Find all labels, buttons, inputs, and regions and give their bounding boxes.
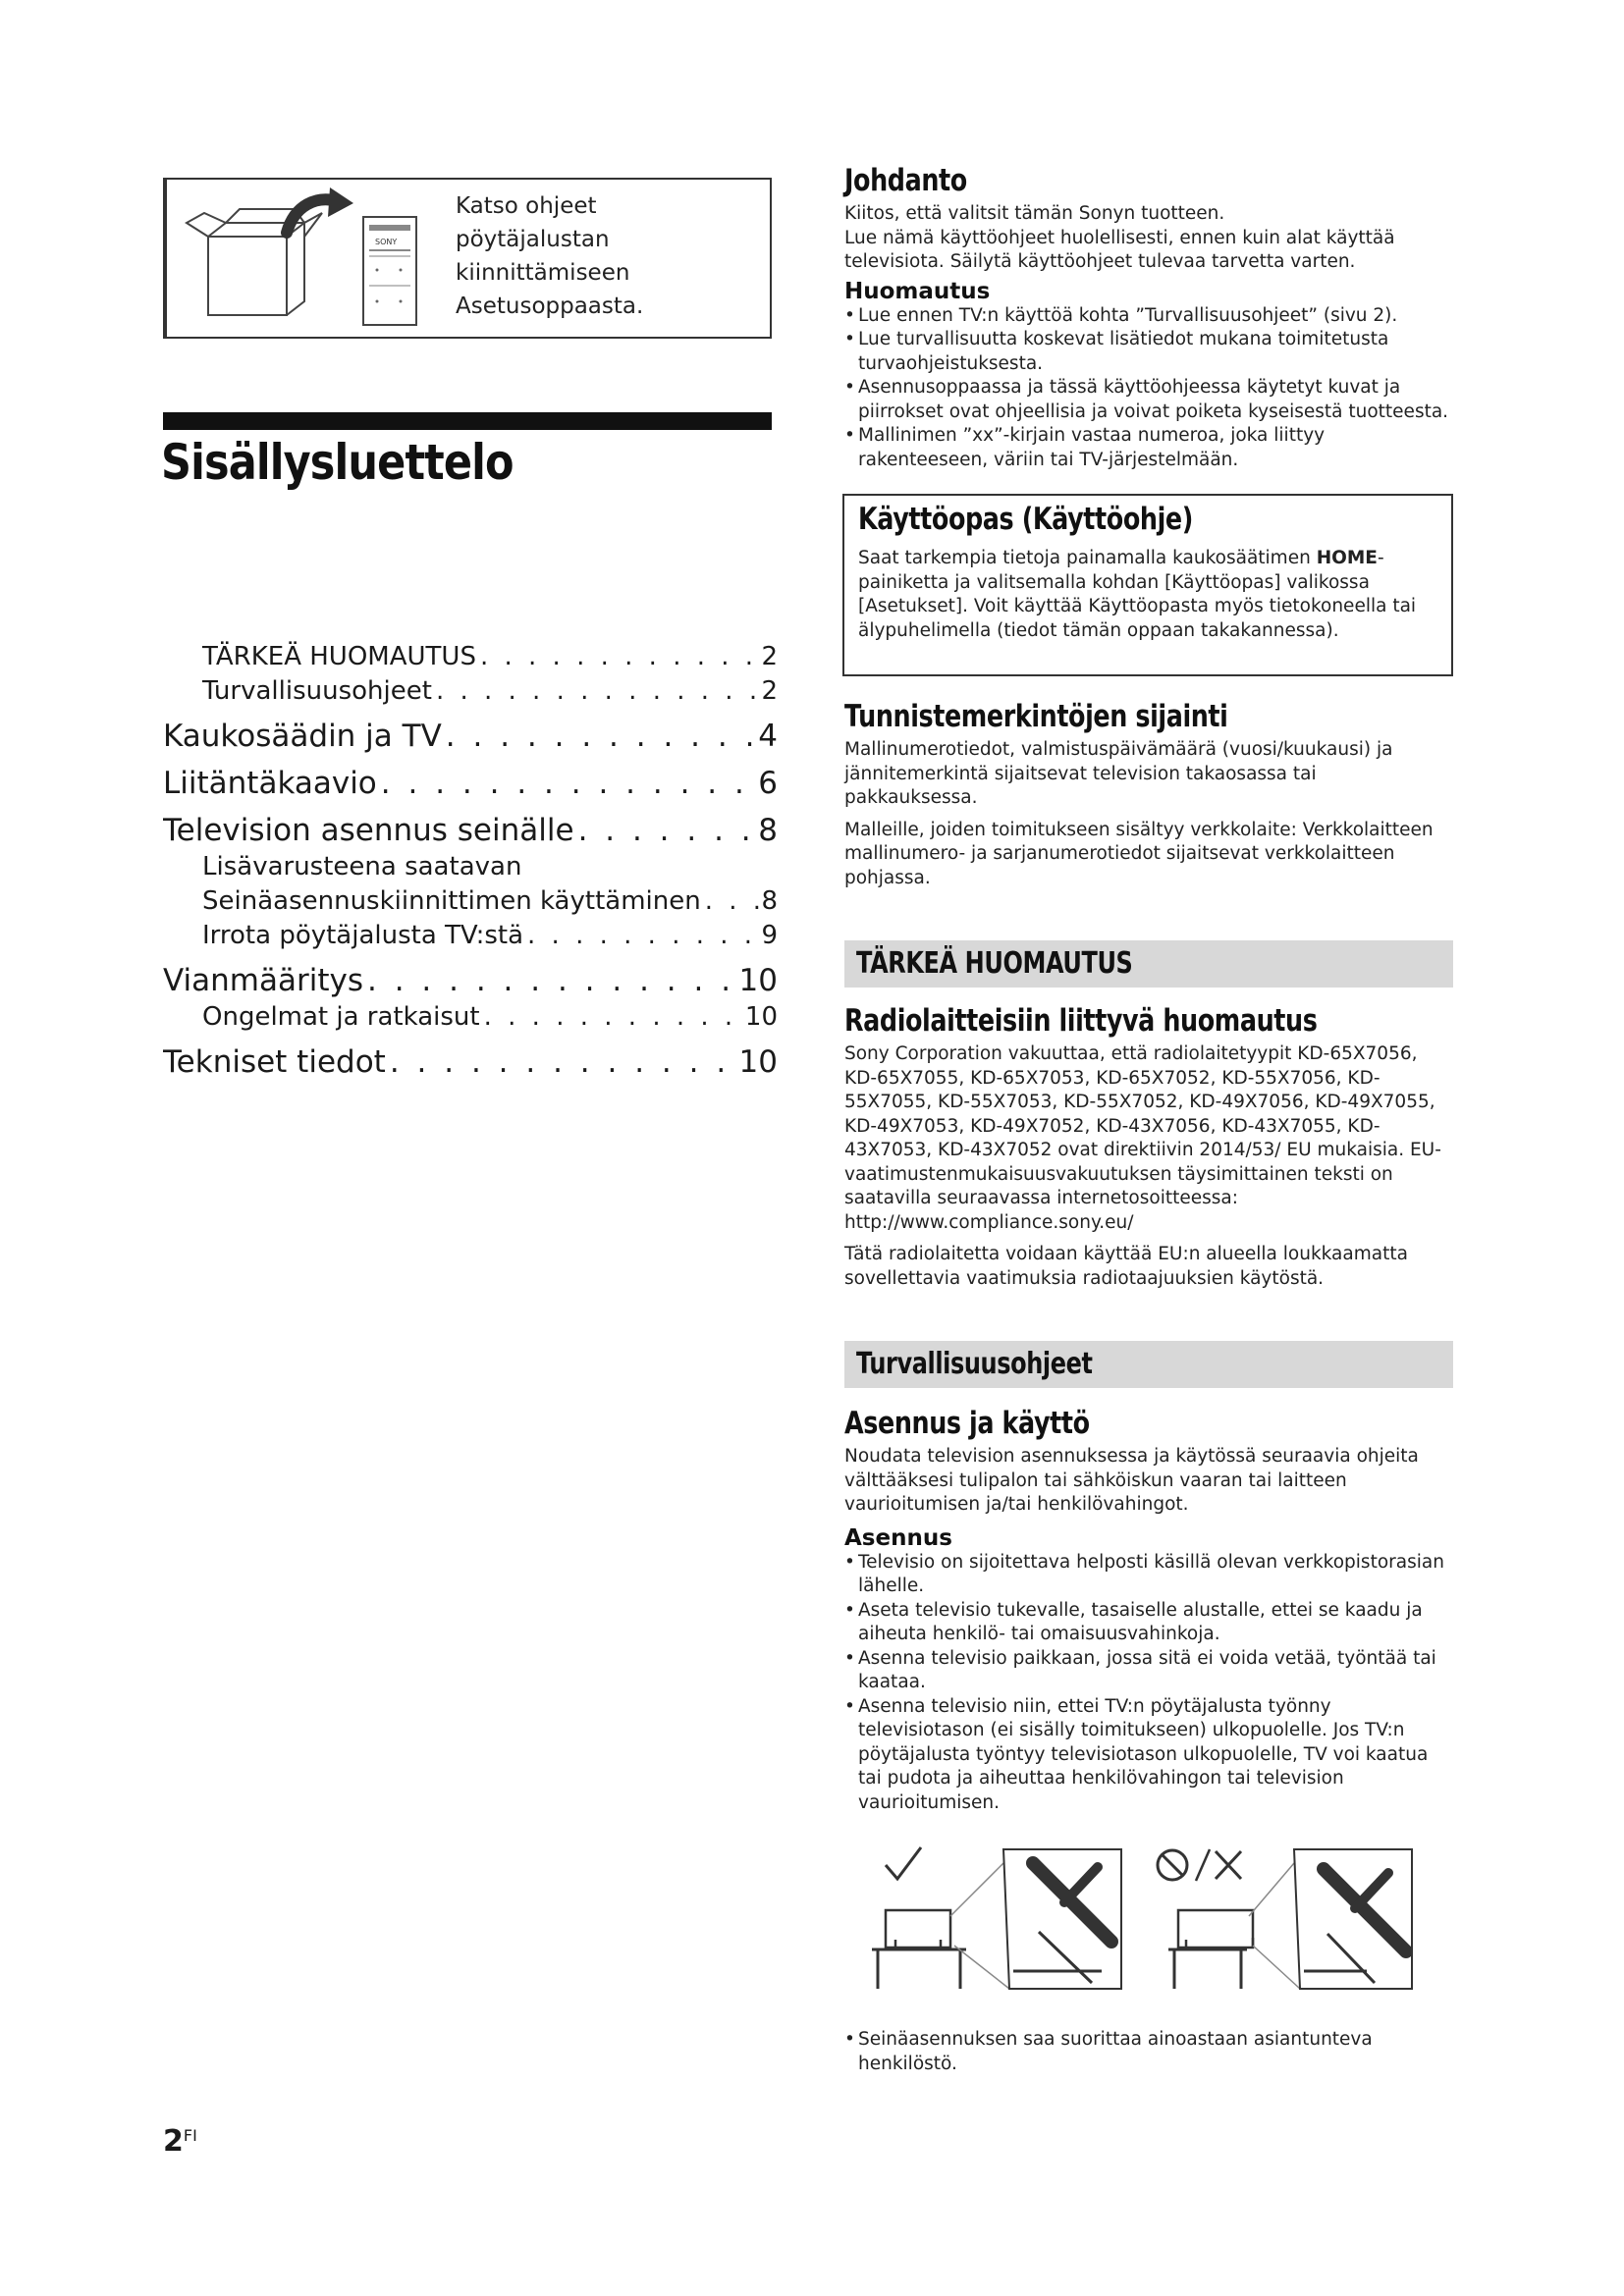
toc-entry-page: 2 [761, 676, 778, 706]
safety-banner [844, 1339, 1453, 1388]
safety-intro-text: Noudata television asennuksessa ja käytössä seuraavia ohjeita välttääksesi tulipalon tai sähköiskun vaaran tai laitteen vaurioitumisen ja/tai henkilövahingot. [844, 1446, 1419, 1515]
page-number [163, 2124, 197, 2159]
toc-entry-page: 9 [761, 921, 778, 950]
toc-entry-label: Liitäntäkaavio [163, 766, 377, 801]
help-guide-box [842, 494, 1453, 676]
help-guide-text-part: Saat tarkempia tietoja painamalla kaukosäätimen [858, 548, 1317, 568]
installation-list [844, 1551, 1453, 1816]
toc-entry-label: Irrota pöytäjalusta TV:stä [202, 921, 524, 950]
toc-leader [523, 919, 759, 953]
toc-entry-label: Television asennus seinälle [163, 813, 574, 848]
toc-entry-remove-stand[interactable] [163, 919, 778, 953]
toc-entry-page: 6 [758, 766, 778, 801]
toc-entry-label: Vianmääritys [163, 963, 363, 998]
toc-entry-page: 2 [761, 642, 778, 671]
wall-mount-item: • Seinäasennuksen saa suorittaa ainoastaan asiantunteva henkilöstö. [844, 2028, 1453, 2076]
toc-entry-using-bracket[interactable] [163, 884, 778, 919]
wall-mount-note [844, 2028, 1453, 2076]
help-guide-text [858, 547, 1437, 643]
toc-leader [377, 764, 756, 803]
table-of-contents [163, 640, 778, 1082]
toc-entry-troubleshooting[interactable] [163, 961, 778, 1000]
toc-entry-connection-diagram[interactable] [163, 764, 778, 803]
toc-entry-problems-solutions[interactable] [163, 1000, 778, 1035]
toc-entry-important-notice[interactable] [163, 640, 778, 674]
toc-title: Sisällysluettelo [161, 434, 514, 491]
important-notice-banner-text: TÄRKEÄ HUOMAUTUS [856, 946, 1133, 981]
toc-leader [432, 674, 760, 709]
installation-subtitle: Asennus [844, 1524, 952, 1551]
tv-box-illustration-icon [179, 187, 444, 333]
safety-section [844, 1406, 1453, 1815]
note-item: • Asennusoppaassa ja tässä käyttöohjeessa käytetyt kuvat ja piirrokset ovat ohjeellisia ja voivat poiketa kyseisestä tuotteesta. [844, 376, 1453, 424]
installation-item: • Asenna televisio niin, ettei TV:n pöytäjalusta työnny televisiotason (ei sisälly toimitukseen) ulkopuolelle. Jos TV:n pöytäjalusta työntyy televisiotason ulkopuolelle, TV voi kaatua tai pudota ja aiheuttaa henkilövahingon tai television vaurioitumisen. [844, 1695, 1453, 1816]
installation-item: • Televisio on sijoitettava helposti käsillä olevan verkkopistorasian lähelle. [844, 1551, 1453, 1599]
safety-title: Asennus ja käyttö [844, 1406, 1090, 1441]
toc-leader [442, 717, 756, 756]
radio-notice-title: Radiolaitteisiin liittyvä huomautus [844, 1003, 1318, 1039]
setup-note-line: pöytäjalustan [456, 227, 610, 252]
intro-line-2: Lue nämä käyttöohjeet huolellisesti, ennen kuin alat käyttää televisiota. Säilytä käyttöohjeet tulevaa tarvetta varten. [844, 227, 1395, 272]
toc-entry-label: Tekniset tiedot [163, 1044, 386, 1080]
toc-entry-page: 10 [738, 963, 778, 998]
setup-note-line: kiinnittämiseen [456, 260, 630, 286]
toc-leader [363, 961, 737, 1000]
toc-leader [480, 1000, 743, 1035]
toc-entry-label: Turvallisuusohjeet [202, 676, 432, 706]
toc-entry-page: 4 [758, 719, 778, 754]
toc-entry-optional-bracket-line1[interactable] [163, 850, 778, 884]
note-item: • Mallinimen ”xx”-kirjain vastaa numeroa, joka liittyy rakenteeseen, väriin tai TV-järjestelmään. [844, 424, 1453, 472]
home-key-label: HOME [1316, 548, 1378, 568]
setup-note-line: Katso ohjeet [456, 193, 597, 219]
toc-entry-specifications[interactable] [163, 1042, 778, 1082]
label-location-title: Tunnistemerkintöjen sijainti [844, 699, 1228, 734]
installation-item: • Asenna televisio paikkaan, jossa sitä ei voida vetää, työntää tai kaataa. [844, 1647, 1453, 1695]
label-location-text-1: Mallinumerotiedot, valmistuspäivämäärä (vuosi/kuukausi) ja jännitemerkintä sijaitsevat television takaosassa tai pakkauksessa. [844, 739, 1393, 808]
page-language-code: FI [183, 2126, 197, 2145]
label-location-text-2: Malleille, joiden toimitukseen sisältyy verkkolaite: Verkkolaitteen mallinumero- ja sarjanumerotiedot sijaitsevat verkkolaitteen pohjassa. [844, 819, 1434, 888]
page-number-value: 2 [163, 2124, 184, 2159]
toc-entry-label: Kaukosäädin ja TV [163, 719, 442, 754]
toc-entry-remote-and-tv[interactable] [163, 717, 778, 756]
toc-entry-page: 8 [758, 813, 778, 848]
setup-guide-note [163, 178, 772, 339]
note-item: • Lue ennen TV:n käyttöä kohta ”Turvallisuusohjeet” (sivu 2). [844, 304, 1453, 329]
help-guide-text-part: -painiketta ja valitsemalla kohdan [Käyttöopas] valikossa [Asetukset]. Voit käyttää Käyttöopasta myös tietokoneella tai älypuhelimella (tiedot tämän oppaan takakannessa). [858, 548, 1417, 641]
toc-entry-label: Lisävarusteena saatavan [202, 852, 522, 881]
important-notice-banner [844, 938, 1453, 988]
label-location-section [844, 699, 1453, 890]
toc-entry-label: Ongelmat ja ratkaisut [202, 1002, 480, 1032]
sony-logo: SONY [375, 238, 398, 246]
toc-leader [574, 811, 757, 850]
toc-leader [386, 1042, 737, 1082]
setup-note-line: Asetusoppaasta. [456, 294, 644, 319]
intro-section [844, 163, 1453, 472]
wall-mount-list [844, 2028, 1453, 2076]
intro-title: Johdanto [844, 163, 967, 198]
safety-banner-text: Turvallisuusohjeet [856, 1347, 1093, 1381]
intro-line-1: Kiitos, että valitsit tämän Sonyn tuotteen. [844, 203, 1225, 224]
installation-item: • Aseta televisio tukevalle, tasaiselle alustalle, ettei se kaadu ja aiheuta henkilö- tai omaisuusvahinkoja. [844, 1599, 1453, 1647]
toc-entry-wall-mount[interactable] [163, 811, 778, 850]
note-title: Huomautus [844, 278, 991, 304]
toc-entry-label: Seinäasennuskiinnittimen käyttäminen [202, 886, 701, 916]
incorrect-placement-icon [1158, 1849, 1412, 1989]
toc-title-rule [163, 412, 772, 430]
help-guide-title: Käyttöopas (Käyttöohje) [858, 502, 1193, 537]
note-list [844, 304, 1453, 473]
toc-leader [476, 640, 759, 674]
note-item: • Lue turvallisuutta koskevat lisätiedot mukana toimitetusta turvaohjeistuksesta. [844, 328, 1453, 376]
toc-leader [701, 884, 760, 919]
setup-note-text [456, 189, 643, 323]
radio-notice-text-1: Sony Corporation vakuuttaa, että radiolaitetyypit KD-65X7056, KD-65X7055, KD-65X7053, KD-65X7052, KD-55X7056, KD-55X7055, KD-55X7053, KD-55X7052, KD-49X7056, KD-49X7055, KD-49X7053, KD-49X7052, KD-43X7056, KD-43X7055, KD-43X7053, KD-43X7052 ovat direktiivin 2014/53/ EU mukaisia. EU-vaatimustenmukaisuusvakuutuksen täysimittainen teksti on saatavilla seuraavassa internetosoitteessa: http://www.compliance.sony.eu/ [844, 1043, 1441, 1233]
toc-entry-label: TÄRKEÄ HUOMAUTUS [202, 642, 476, 671]
correct-placement-icon [872, 1847, 1121, 1989]
toc-entry-safety[interactable] [163, 674, 778, 709]
radio-notice-text-2: Tätä radiolaitetta voidaan käyttää EU:n alueella loukkaamatta sovellettavia vaatimuksia radiotaajuuksien käytöstä. [844, 1244, 1408, 1289]
stand-placement-illustration [856, 1843, 1445, 2001]
radio-notice-section [844, 1003, 1453, 1291]
toc-entry-page: 10 [744, 1002, 778, 1032]
toc-entry-page: 8 [761, 886, 778, 916]
toc-entry-page: 10 [738, 1044, 778, 1080]
